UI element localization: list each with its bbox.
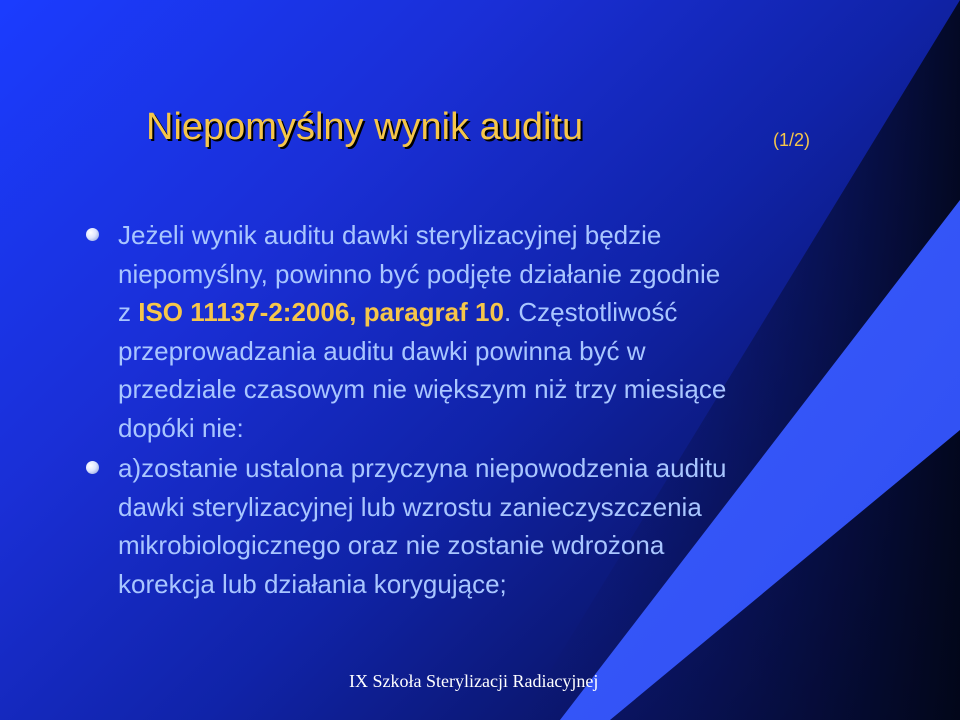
- page-indicator: (1/2): [773, 130, 811, 150]
- slide-title: Niepomyślny wynik auditu: [146, 106, 584, 148]
- text-line: przeprowadzania auditu dawki powinna być w: [118, 335, 646, 366]
- slide-footer: IX Szkoła Sterylizacji Radiacyjnej: [349, 671, 599, 691]
- text-line: Jeżeli wynik auditu dawki sterylizacyjnej będzie: [118, 220, 662, 250]
- text-line: mikrobiologicznego oraz nie zostanie wdrożona: [118, 530, 665, 560]
- bullet-item-1: [118, 216, 876, 447]
- bullet-item-2: [118, 449, 876, 603]
- bullet-icon: [86, 461, 99, 474]
- slide-content: [118, 216, 876, 603]
- text-line: niepomyślny, powinno być podjęte działanie zgodnie: [118, 258, 721, 289]
- text-line: a)zostanie ustalona przyczyna niepowodzenia auditu: [118, 453, 727, 483]
- bullet-icon: [86, 228, 99, 241]
- reference-line: [118, 293, 876, 332]
- text-line: dawki sterylizacyjnej lub wzrostu zanieczyszczenia: [118, 491, 702, 522]
- text-fragment: . Częstotliwość: [503, 297, 678, 327]
- text-line: dopóki nie:: [118, 412, 244, 443]
- text-line: korekcja lub działania korygujące;: [118, 568, 507, 599]
- title-row: [146, 106, 826, 166]
- text-line: przedziale czasowym nie większym niż trzy miesiące: [118, 374, 727, 404]
- text-fragment: z: [118, 297, 139, 327]
- standard-reference: ISO 11137-2:2006, paragraf 10: [138, 297, 504, 327]
